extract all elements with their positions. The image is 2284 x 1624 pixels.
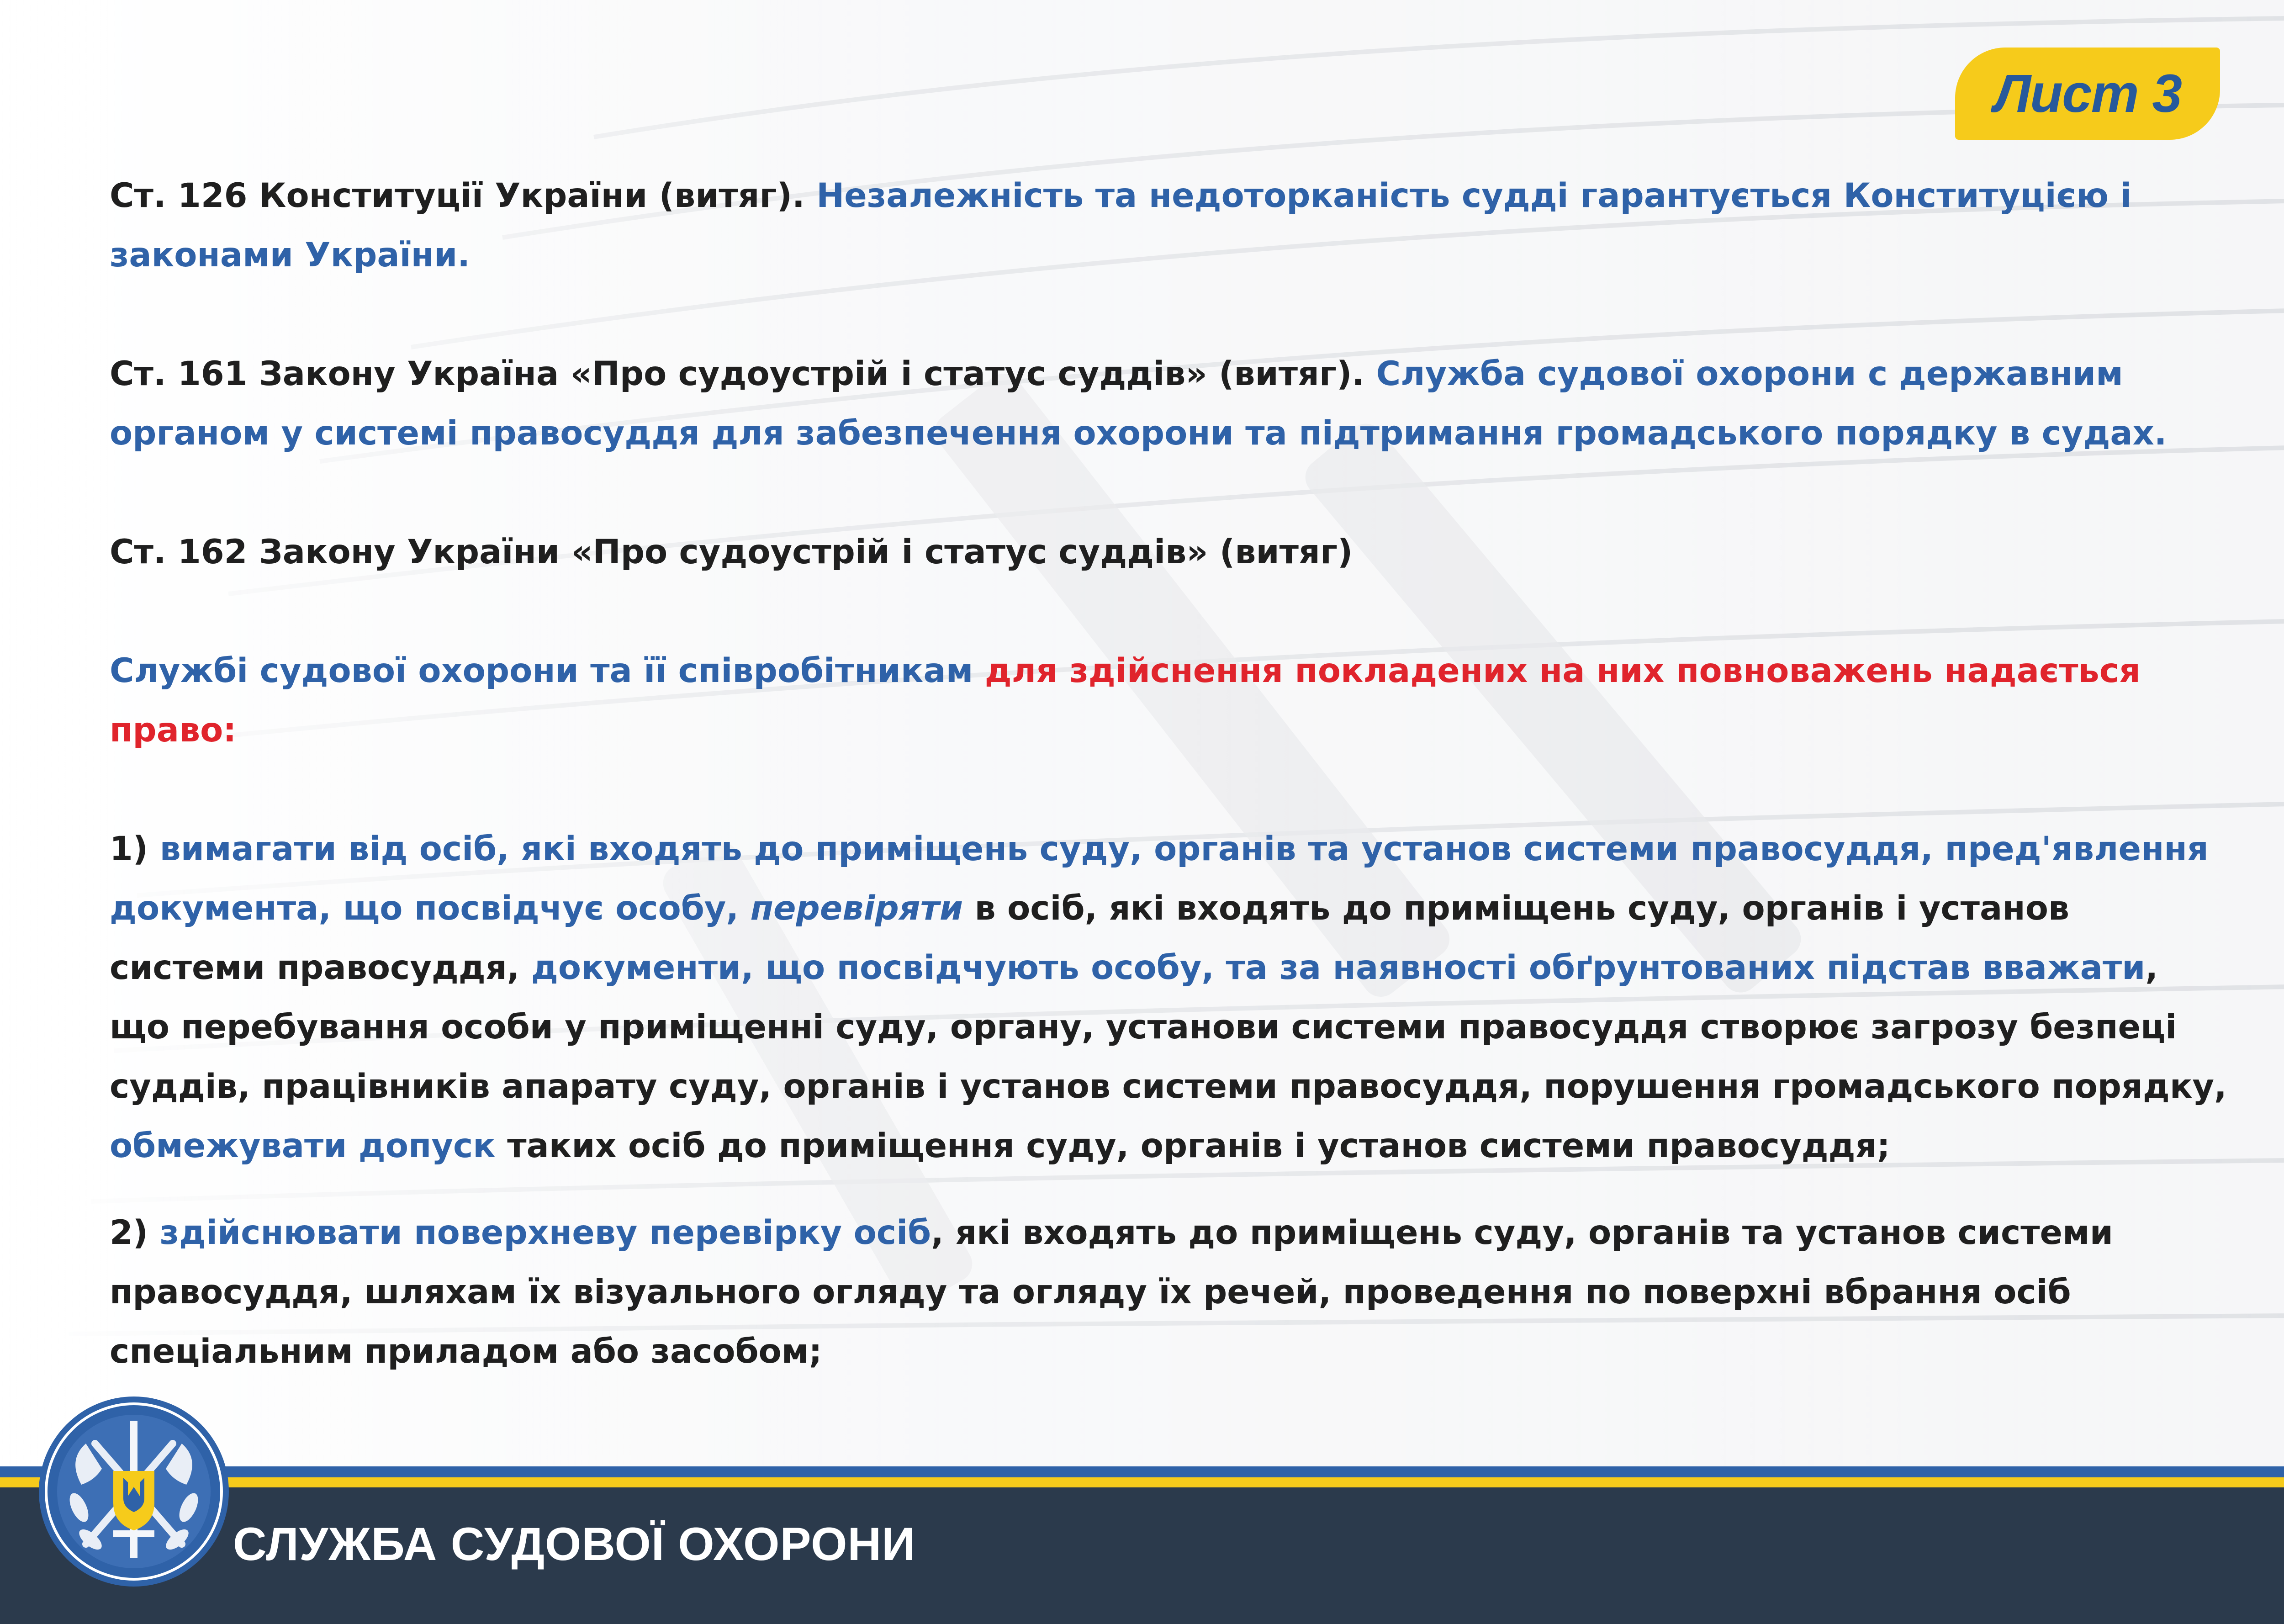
article-161-text: Служба судової охорони с державним органом у системі правосуддя для забезпечення охорони та підтримання громадського порядку в судах. bbox=[110, 354, 2167, 453]
item-1-text-d: документи, що посвідчують особу, та за наявності обґрунтованих підстав вважати bbox=[531, 948, 2146, 987]
item-1-text-c: в осіб, які входять до приміщень суду, органів і установ системи правосуддя, bbox=[110, 889, 2070, 987]
sheet-number-label: Лист 3 bbox=[1993, 63, 2182, 124]
item-1-text-e: , що перебування особи у приміщенні суду, органу, установи системи правосуддя створює загрозу безпеці суддів, працівників апарату суду, органів і установ системи правосуддя, порушення громадського порядку, bbox=[110, 948, 2227, 1106]
court-security-emblem-icon bbox=[36, 1393, 232, 1590]
article-126 bbox=[110, 166, 2229, 285]
article-126-text: Незалежність та недоторканість судді гарантується Конституцією і законами України. bbox=[110, 176, 2132, 275]
footer-title: СЛУЖБА СУДОВОЇ ОХОРОНИ bbox=[233, 1518, 916, 1570]
item-2-number: 2) bbox=[110, 1213, 148, 1252]
item-1-text-b: перевіряти bbox=[750, 889, 963, 928]
article-161 bbox=[110, 344, 2229, 463]
item-1-number: 1) bbox=[110, 830, 148, 868]
sheet-number-badge bbox=[1955, 48, 2220, 140]
rights-intro-subject: Службі судової охорони та її співробітникам bbox=[110, 651, 973, 690]
article-162 bbox=[110, 523, 2229, 582]
item-1-text-g: таких осіб до приміщення суду, органів і установ системи правосуддя; bbox=[507, 1127, 1890, 1165]
footer-stripe-yellow bbox=[0, 1477, 2284, 1487]
article-126-ref: Ст. 126 Конституції України (витяг). bbox=[110, 176, 805, 215]
rights-intro bbox=[110, 641, 2229, 760]
item-1-text-f: обмежувати допуск bbox=[110, 1127, 496, 1165]
rights-intro-predicate: для здійснення покладених на них повноважень надається право: bbox=[110, 651, 2141, 750]
rights-item-2 bbox=[110, 1203, 2229, 1381]
item-1-text-a: вимагати від осіб, які входять до приміщень суду, органів та установ системи правосуддя, пред'явлення документа, що посвідчує особу, bbox=[110, 830, 2209, 928]
article-161-ref: Ст. 161 Закону Україна «Про судоустрій і статус суддів» (витяг). bbox=[110, 354, 1365, 393]
document-body bbox=[110, 166, 2229, 1381]
item-2-text-b: , які входять до приміщень суду, органів та установ системи правосуддя, шляхам їх візуального огляду та огляду їх речей, проведення по поверхні вбрання осіб спеціальним приладом або засобом; bbox=[110, 1213, 2113, 1371]
footer-stripe-blue bbox=[0, 1466, 2284, 1477]
article-162-ref: Ст. 162 Закону України «Про судоустрій і статус суддів» (витяг) bbox=[110, 533, 1353, 571]
item-2-text-a: здійснювати поверхневу перевірку осіб bbox=[159, 1213, 931, 1252]
rights-item-1 bbox=[110, 820, 2229, 1176]
